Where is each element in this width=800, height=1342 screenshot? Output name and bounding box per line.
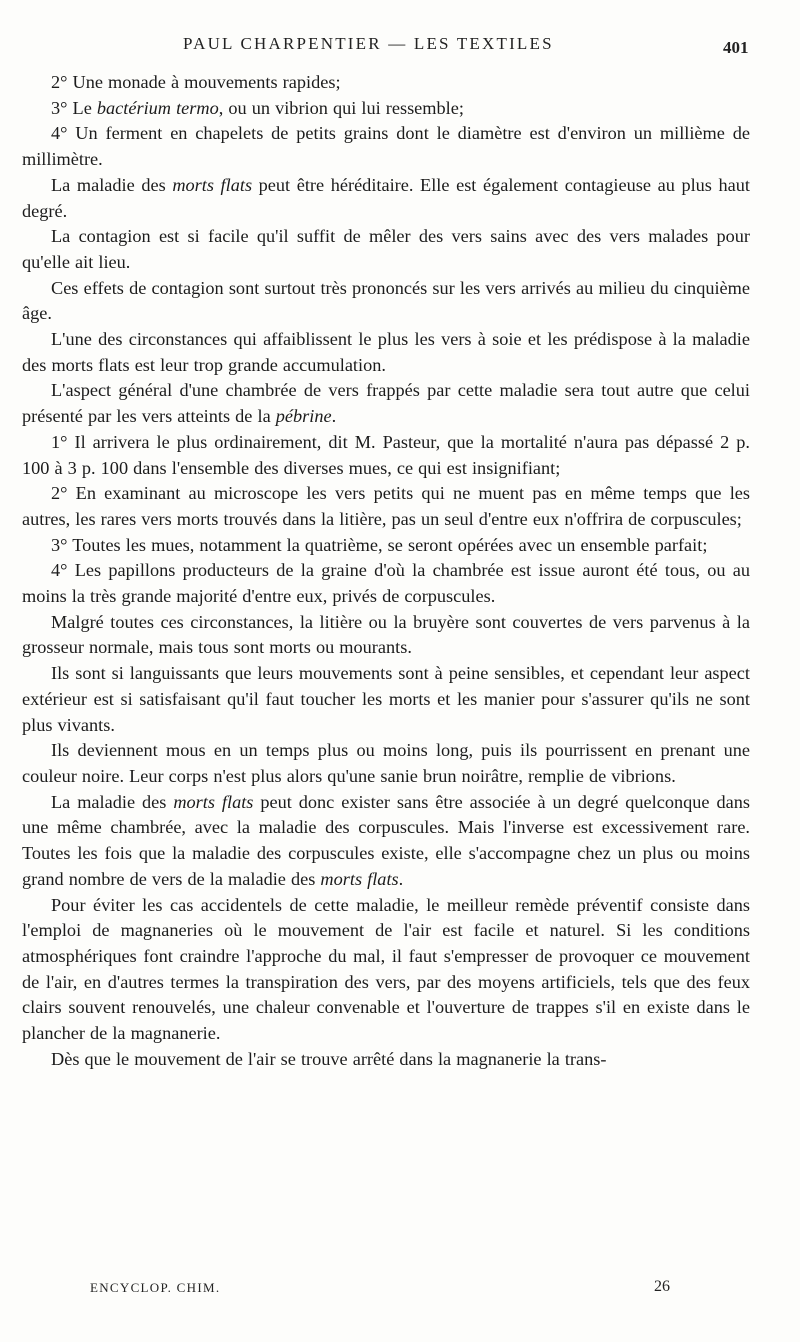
text-run: Ils deviennent mous en un temps plus ou moins long, puis ils pourrissent en prenant une couleur noire. Leur corps n'est plus alors qu'une sanie brun noirâtre, remplie de vibrions.	[22, 740, 750, 786]
paragraph	[22, 558, 750, 609]
paragraph	[22, 96, 750, 122]
text-run: Malgré toutes ces circonstances, la litière ou la bruyère sont couvertes de vers parvenus à la grosseur normale, mais tous sont morts ou mourants.	[22, 611, 750, 658]
text-run: 4° Les papillons producteurs de la graine d'où la chambrée est issue auront été tous, ou au moins la très grande majorité d'entre eux, privés de corpuscules.	[22, 560, 750, 607]
text-run: 2° En examinant au microscope les vers petits qui ne muent pas en même temps que les autres, les rares vers morts trouvés dans la litière, pas un seul d'entre eux n'offrira de corpuscules;	[22, 483, 750, 529]
text-run: .	[398, 868, 404, 889]
italic-term: morts flats	[172, 174, 253, 195]
text-run: L'aspect général d'une chambrée de vers frappés par cette maladie sera tout autre que celui présenté par les vers atteints de la	[22, 380, 750, 427]
paragraph	[22, 738, 750, 789]
text-run: Ces effets de contagion sont surtout très prononcés sur les vers arrivés au milieu du cinquième âge.	[22, 277, 750, 324]
text-run: , ou un vibrion qui lui ressemble;	[218, 97, 464, 118]
signature-number: 26	[654, 1278, 670, 1295]
page-footer	[0, 1278, 800, 1300]
text-run: 3° Toutes les mues, notamment la quatrième, se seront opérées avec un ensemble parfait;	[51, 534, 708, 555]
paragraph	[22, 224, 750, 275]
text-run: Dès que le mouvement de l'air se trouve arrêté dans la magnanerie la trans-	[51, 1048, 607, 1069]
text-run: 4° Un ferment en chapelets de petits grains dont le diamètre est d'environ un millième de millimètre.	[22, 123, 750, 170]
paragraph	[22, 610, 750, 661]
text-run: Pour éviter les cas accidentels de cette maladie, le meilleur remède préventif consiste dans l'emploi de magnaneries où le mouvement de l'air est facile et naturel. Si les conditions atmosphériques font craindre l'approche du mal, il faut s'empresser de provoquer ce mouvement de l'air, en d'autres termes la transpiration des vers, par des moyens artificiels, tels que des feux clairs souvent renouvelés, une chaleur convenable et l'ouverture de trappes s'il en existe dans le plancher de la magnanerie.	[22, 894, 750, 1044]
text-run: La maladie des	[51, 174, 173, 195]
text-run: La maladie des	[51, 791, 174, 812]
paragraph	[22, 661, 750, 738]
paragraph	[22, 378, 750, 429]
paragraph	[22, 790, 750, 893]
text-run: L'une des circonstances qui affaiblissent le plus les vers à soie et les prédispose à la maladie des morts flats est leur trop grande accumulation.	[22, 329, 750, 375]
paragraph	[22, 121, 750, 172]
paragraph	[22, 173, 750, 224]
page-header	[0, 34, 800, 58]
paragraph	[22, 481, 750, 532]
text-run: La contagion est si facile qu'il suffit de mêler des vers sains avec des vers malades pour qu'elle ait lieu.	[22, 226, 750, 272]
text-run: 1° Il arrivera le plus ordinairement, dit M. Pasteur, que la mortalité n'aura pas dépassé 2 p. 100 à 3 p. 100 dans l'ensemble des diverses mues, ce qui est insignifiant;	[22, 431, 750, 478]
paragraph	[22, 276, 750, 327]
body-text	[22, 70, 750, 1072]
page-number: 401	[723, 38, 749, 57]
paragraph	[22, 430, 750, 481]
text-run: peut donc exister sans être associée à un degré quelconque dans une même chambrée, avec la maladie des corpuscules. Mais l'inverse est excessivement rare. Toutes les fois que la maladie des corpuscules existe, elle s'accompagne chez un plus ou moins grand nombre de vers de la maladie des	[22, 791, 750, 889]
paragraph	[22, 1047, 750, 1073]
running-title: PAUL CHARPENTIER — LES TEXTILES	[183, 34, 554, 53]
signature-mark: ENCYCLOP. CHIM.	[90, 1280, 221, 1295]
italic-term: morts flats	[173, 791, 254, 812]
paragraph	[22, 70, 750, 96]
text-run: 2° Une monade à mouvements rapides;	[51, 72, 341, 92]
italic-term: pébrine	[275, 406, 332, 427]
italic-term: bactérium termo	[96, 97, 219, 118]
paragraph	[22, 327, 750, 378]
italic-term: morts flats	[320, 868, 399, 889]
paragraph	[22, 893, 750, 1047]
text-run: peut être héréditaire. Elle est également contagieuse au plus haut degré.	[22, 174, 750, 221]
text-run: Ils sont si languissants que leurs mouvements sont à peine sensibles, et cependant leur aspect extérieur est si satisfaisant qu'il faut toucher les morts et les manier pour s'assurer qu'ils ne sont plus vivants.	[22, 663, 750, 735]
text-run: 3° Le	[51, 97, 97, 118]
paragraph	[22, 533, 750, 559]
text-run: .	[331, 406, 337, 427]
